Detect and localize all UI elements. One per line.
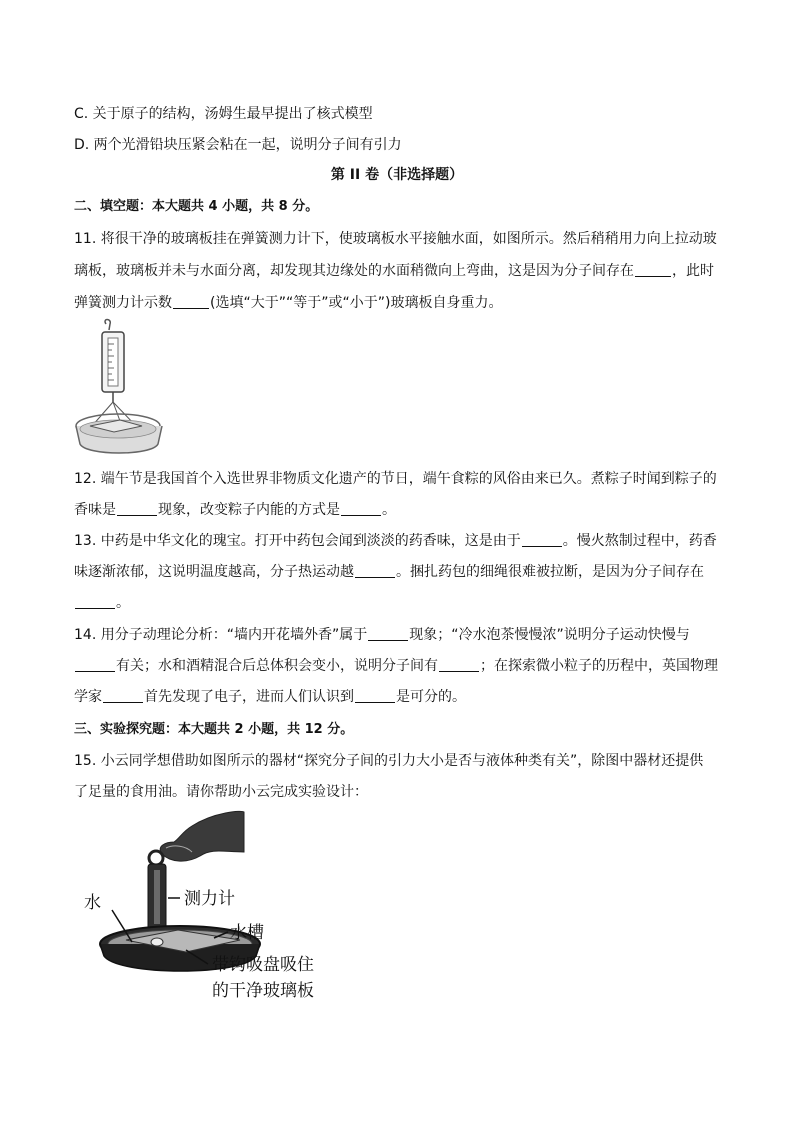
figure-spring-scale-water: [72, 318, 168, 458]
q14-blank-3[interactable]: [439, 657, 479, 672]
hand-icon: [160, 811, 244, 861]
section-title: 第 II 卷（非选择题）: [330, 167, 464, 183]
q11-l3a: 弹簧测力计示数: [74, 295, 172, 311]
q11-l2b: ，此时: [672, 263, 714, 279]
part3-header: 三、实验探究题：本大题共 2 小题，共 12 分。: [74, 722, 354, 737]
option-d: D. 两个光滑铅块压紧会粘在一起，说明分子间有引力: [74, 137, 402, 153]
q11-line3: [74, 292, 502, 312]
q12-line1: 12. 端午节是我国首个入选世界非物质文化遗产的节日，端午食粽的风俗由来已久。煮粽子时闻到粽子的: [74, 471, 717, 487]
q13-l2a: 味逐渐浓郁，这说明温度越高，分子热运动越: [74, 564, 354, 580]
q11-blank-1[interactable]: [635, 262, 671, 277]
q13-blank-1[interactable]: [522, 532, 562, 547]
q15-line1: 15. 小云同学想借助如图所示的器材“探究分子间的引力大小是否与液体种类有关”，除图中器材还提供: [74, 753, 704, 769]
q13-line2: [74, 561, 704, 581]
q13-blank-3[interactable]: [75, 594, 115, 609]
label-meter: 测力计: [184, 889, 235, 909]
q14-line3: [74, 686, 466, 706]
q14-l1a: 14. 用分子动理论分析：“墙内开花墙外香”属于: [74, 627, 368, 643]
q13-l2b: 。捆扎药包的细绳很难被拉断，是因为分子间存在: [396, 564, 704, 580]
q13-line3: [74, 592, 130, 612]
part2-header: 二、填空题：本大题共 4 小题，共 8 分。: [74, 199, 319, 214]
q14-line1: [74, 624, 690, 644]
q11-line2: [74, 260, 714, 280]
q13-l1a: 13. 中药是中华文化的瑰宝。打开中药包会闻到淡淡的药香味，这是由于: [74, 533, 521, 549]
q12-line2: [74, 499, 396, 519]
q12-l2c: 。: [382, 502, 396, 518]
figure-force-meter-trough: [74, 808, 354, 1008]
q11-line1: 11. 将很干净的玻璃板挂在弹簧测力计下，使玻璃板水平接触水面，如图所示。然后稍稍用力向上拉动玻: [74, 231, 717, 247]
q11-blank-2[interactable]: [173, 294, 209, 309]
q13-blank-2[interactable]: [355, 563, 395, 578]
q11-l2a: 璃板，玻璃板并未与水面分离，却发现其边缘处的水面稍微向上弯曲，这是因为分子间存在: [74, 263, 634, 279]
label-plate-1: 带钩吸盘吸住: [212, 955, 314, 975]
q13-line1: [74, 530, 717, 550]
q14-line2: [74, 655, 718, 675]
q12-blank-2[interactable]: [341, 501, 381, 516]
q14-l2b: ；在探索微小粒子的历程中，英国物理: [480, 658, 718, 674]
q14-l2a: 有关；水和酒精混合后总体积会变小，说明分子间有: [116, 658, 438, 674]
q13-l1b: 。慢火熬制过程中，药香: [562, 533, 717, 549]
label-plate-2: 的干净玻璃板: [212, 981, 314, 1001]
label-trough: 水槽: [230, 923, 264, 943]
q12-l2b: 现象，改变粽子内能的方式是: [158, 502, 340, 518]
q14-l1b: 现象；“冷水泡茶慢慢浓”说明分子运动快慢与: [409, 627, 690, 643]
q14-l3c: 是可分的。: [396, 689, 466, 705]
q14-l3a: 学家: [74, 689, 102, 705]
q14-blank-2[interactable]: [75, 657, 115, 672]
label-water: 水: [84, 893, 101, 913]
q15-line2: 了足量的食用油。请你帮助小云完成实验设计：: [74, 784, 368, 800]
q14-l3b: 首先发现了电子，进而人们认识到: [144, 689, 354, 705]
q12-blank-1[interactable]: [117, 501, 157, 516]
q14-blank-4[interactable]: [103, 688, 143, 703]
option-c: C. 关于原子的结构，汤姆生最早提出了核式模型: [74, 106, 373, 122]
q14-blank-1[interactable]: [368, 626, 408, 641]
q12-l2a: 香味是: [74, 502, 116, 518]
q13-l3: 。: [116, 595, 130, 611]
q14-blank-5[interactable]: [355, 688, 395, 703]
q11-l3b: (选填“大于”“等于”或“小于”)玻璃板自身重力。: [210, 295, 503, 311]
